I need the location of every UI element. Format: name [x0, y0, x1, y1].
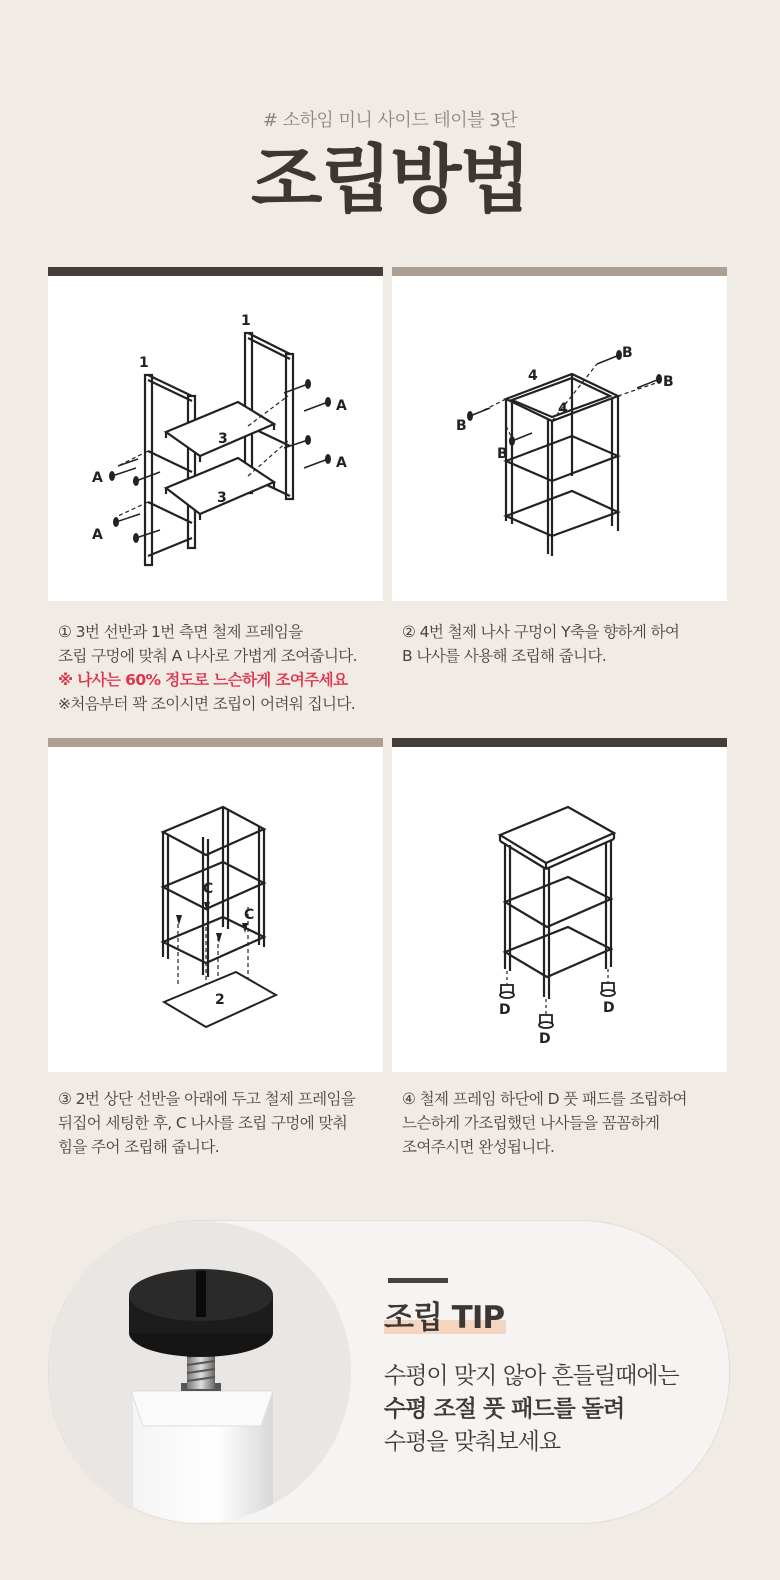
step-2-illustration — [392, 276, 727, 601]
step-4-bar — [392, 738, 727, 747]
step-1-warning: ※ 나사는 60% 정도로 느슨하게 조여주세요 — [58, 671, 348, 689]
step-3-description — [58, 1087, 393, 1159]
step-1-line: ① 3번 선반과 1번 측면 철제 프레임을 — [58, 623, 303, 641]
screw-c-label: C — [203, 881, 214, 897]
foot-pad-photo — [49, 1221, 351, 1523]
frame-left-label: 1 — [139, 355, 149, 371]
step-4-line: ④ 철제 프레임 하단에 D 풋 패드를 조립하여 — [402, 1090, 687, 1108]
step-1-note: ※처음부터 꽉 조이시면 조립이 어려워 집니다. — [58, 695, 356, 713]
step-1-illustration — [48, 276, 383, 601]
screw-c-label: C — [244, 907, 255, 923]
pad-d-label: D — [603, 1000, 615, 1016]
step-1-description — [58, 620, 393, 716]
tip-title: 조립 TIP — [384, 1300, 505, 1336]
product-subtitle: # 소하임 미니 사이드 테이블 3단 — [262, 110, 518, 131]
step-3-line: 뒤집어 세팅한 후, C 나사를 조립 구멍에 맞춰 — [58, 1114, 348, 1132]
page-title: 조립방법 — [251, 137, 529, 223]
tip-divider — [388, 1278, 448, 1283]
screw-b-label: B — [497, 446, 508, 462]
step-3-line: 힘을 주어 조립해 줍니다. — [58, 1138, 220, 1156]
step-2-line: ② 4번 철제 나사 구멍이 Y축을 향하게 하여 — [402, 623, 680, 641]
step-4-description — [402, 1087, 737, 1159]
step-3-diagram — [48, 747, 383, 1072]
step-1-panel — [48, 267, 383, 602]
step-2-line: B 나사를 사용해 조립해 줍니다. — [402, 647, 607, 665]
step-4-panel — [392, 738, 727, 1073]
step-3-illustration — [48, 747, 383, 1072]
step-2-bar — [392, 267, 727, 276]
step-3-line: ③ 2번 상단 선반을 아래에 두고 철제 프레임을 — [58, 1090, 356, 1108]
frame-top-label: 4 — [528, 368, 538, 384]
step-4-illustration — [392, 747, 727, 1072]
tip-line: 수평이 맞지 않아 흔들릴때에는 — [384, 1363, 679, 1389]
frame-inner-label: 4 — [558, 401, 568, 417]
tip-title-block — [384, 1292, 504, 1337]
step-1-bar — [48, 267, 383, 276]
screw-a-label: A — [336, 398, 347, 414]
screw-a-label: A — [92, 527, 103, 543]
step-2-diagram — [392, 276, 727, 601]
step-3-bar — [48, 738, 383, 747]
frame-right-label: 1 — [241, 313, 251, 329]
pad-d-label: D — [499, 1002, 511, 1018]
foot-pad-icon — [49, 1221, 351, 1523]
screw-b-label: B — [456, 418, 467, 434]
shelf-top-label: 3 — [218, 431, 228, 447]
tip-line-bold: 수평 조절 풋 패드를 돌려 — [384, 1396, 625, 1422]
step-3-panel — [48, 738, 383, 1073]
shelf-label: 2 — [215, 992, 225, 1008]
step-4-line: 느슨하게 가조립했던 나사들을 꼼꼼하게 — [402, 1114, 660, 1132]
tip-text — [384, 1360, 724, 1459]
tip-line: 수평을 맞춰보세요 — [384, 1429, 561, 1455]
step-2-description — [402, 620, 737, 668]
step-4-diagram — [392, 747, 727, 1072]
pad-d-label: D — [539, 1031, 551, 1047]
screw-a-label: A — [92, 470, 103, 486]
shelf-bottom-label: 3 — [217, 490, 227, 506]
step-1-line: 조립 구멍에 맞춰 A 나사로 가볍게 조여줍니다. — [58, 647, 358, 665]
screw-a-label: A — [336, 455, 347, 471]
step-1-diagram — [48, 276, 383, 601]
screw-b-label: B — [663, 374, 674, 390]
step-2-panel — [392, 267, 727, 602]
step-4-line: 조여주시면 완성됩니다. — [402, 1138, 555, 1156]
screw-b-label: B — [622, 345, 633, 361]
